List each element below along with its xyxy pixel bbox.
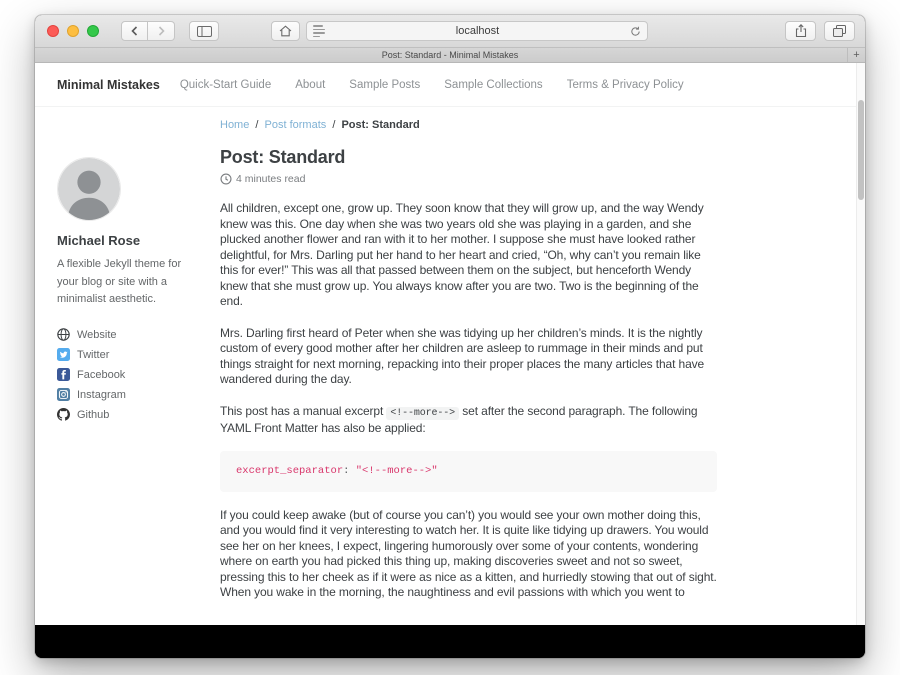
article: [220, 133, 717, 601]
sidebar-link-twitter[interactable]: Twitter: [57, 345, 220, 365]
breadcrumb: [220, 119, 865, 133]
share-button[interactable]: [785, 21, 816, 41]
author-name: Michael Rose: [57, 233, 141, 248]
reader-view-icon[interactable]: [313, 25, 325, 37]
person-silhouette-icon: [58, 158, 120, 220]
nav-item-sample-collections[interactable]: Sample Collections: [444, 78, 543, 91]
home-icon: [279, 25, 292, 37]
chevron-right-icon: [155, 25, 167, 37]
site-title[interactable]: Minimal Mistakes: [57, 77, 160, 92]
browser-toolbar: [35, 15, 865, 48]
share-icon: [795, 24, 807, 38]
minimize-window-button[interactable]: [67, 25, 79, 37]
paragraph: This post has a manual excerpt <!--more--> set after the second paragraph. The following YAML Front Matter has also be applied:: [220, 403, 698, 435]
sidebar-link-instagram[interactable]: Instagram: [57, 385, 220, 405]
breadcrumb-separator: /: [332, 119, 336, 131]
sidebar-link-website[interactable]: Website: [57, 325, 220, 345]
paragraph: All children, except one, grow up. They soon know that they will grow up, and the way Wendy knew was this. One day when she was two years old she was playing in a garden, and she plucked another flower and ran with it to her mother. I suppose she must have looked rather delightful, for Mrs. Darling put her hand to her heart and cried, “Oh, why can’t you remain like this for ever!” This was all that passed between them on the subject, but henceforth Wendy knew that she must grow up. You always know after you are two. Two is the beginning of the end.: [220, 201, 704, 308]
read-time: 4 minutes read: [236, 173, 306, 185]
paragraph: If you could keep awake (but of course you can’t) you would see your own mother doing this, and you would find it very interesting to watch her. It is quite like tidying up drawers. You would see her on her knees, I expect, lingering humorously over some of your contents, wondering where on earth you had picked this thing up, making discoveries sweet and not so sweet, pressing this to her cheek as if it were as nice as a kitten, and hurriedly stowing that out of sight. When you wake in the morning, the naughtiness and evil passions with which you went to: [220, 507, 717, 599]
breadcrumb-current: Post: Standard: [341, 119, 420, 131]
show-all-tabs-button[interactable]: [824, 21, 855, 41]
url-field[interactable]: [306, 21, 648, 41]
post-title: Post: Standard: [220, 147, 346, 167]
zoom-window-button[interactable]: [87, 25, 99, 37]
avatar: [57, 157, 121, 221]
url-text: localhost: [455, 25, 500, 37]
site-nav: [180, 79, 684, 91]
post-meta: [220, 173, 717, 185]
active-tab[interactable]: Post: Standard - Minimal Mistakes: [381, 50, 519, 60]
toolbar-right: [785, 21, 855, 41]
page-viewport: [35, 63, 865, 625]
breadcrumb-section-link[interactable]: Post formats: [264, 119, 327, 131]
tabs-overview-icon: [833, 25, 846, 37]
globe-icon: [57, 328, 70, 341]
chevron-left-icon: [129, 25, 141, 37]
sidebar-link-github[interactable]: Github: [57, 405, 220, 425]
window-controls: [47, 25, 99, 37]
nav-item-sample-posts[interactable]: Sample Posts: [349, 78, 421, 91]
nav-item-terms-privacy[interactable]: Terms & Privacy Policy: [566, 78, 684, 91]
code-separator: :: [343, 464, 356, 477]
author-sidebar: [57, 133, 220, 601]
sidebar-toggle-button[interactable]: [189, 21, 219, 41]
code-value: "<!--more-->": [355, 464, 438, 477]
breadcrumb-separator: /: [255, 119, 259, 131]
sidebar-icon: [197, 26, 212, 37]
unrendered-page-area: [35, 625, 865, 658]
github-icon: [57, 408, 70, 421]
history-navigation: [121, 21, 175, 41]
scrollbar-thumb[interactable]: [858, 100, 864, 200]
instagram-icon: [57, 388, 70, 401]
site-masthead: [35, 63, 865, 107]
twitter-icon: [57, 348, 70, 361]
browser-window: [35, 15, 865, 658]
sidebar-link-facebook[interactable]: Facebook: [57, 365, 220, 385]
home-button[interactable]: [271, 21, 300, 41]
code-key: excerpt_separator: [236, 464, 344, 477]
page-content: [35, 119, 865, 601]
nav-item-quick-start-guide[interactable]: Quick-Start Guide: [179, 78, 272, 91]
inline-code: <!--more-->: [386, 407, 459, 420]
author-bio: A flexible Jekyll theme for your blog or site with a minimalist aesthetic.: [57, 258, 182, 306]
author-links: [57, 325, 220, 425]
paragraph: Mrs. Darling first heard of Peter when she was tidying up her children’s minds. It is the nightly custom of every good mother after her children are asleep to rummage in their minds and put things straight for next morning, repacking into their proper places the many articles that have wandered during the day.: [220, 325, 705, 386]
scrollbar-track[interactable]: [856, 63, 865, 625]
nav-item-about[interactable]: About: [295, 78, 326, 91]
reload-icon[interactable]: [630, 26, 641, 37]
back-button[interactable]: [121, 21, 148, 41]
yaml-code-block: [220, 451, 717, 492]
address-area: [271, 21, 648, 41]
clock-icon: [220, 173, 232, 185]
forward-button[interactable]: [148, 21, 175, 41]
close-window-button[interactable]: [47, 25, 59, 37]
facebook-icon: [57, 368, 70, 381]
tab-bar: [35, 48, 865, 63]
breadcrumb-home-link[interactable]: Home: [220, 119, 250, 131]
new-tab-button[interactable]: +: [847, 48, 865, 62]
